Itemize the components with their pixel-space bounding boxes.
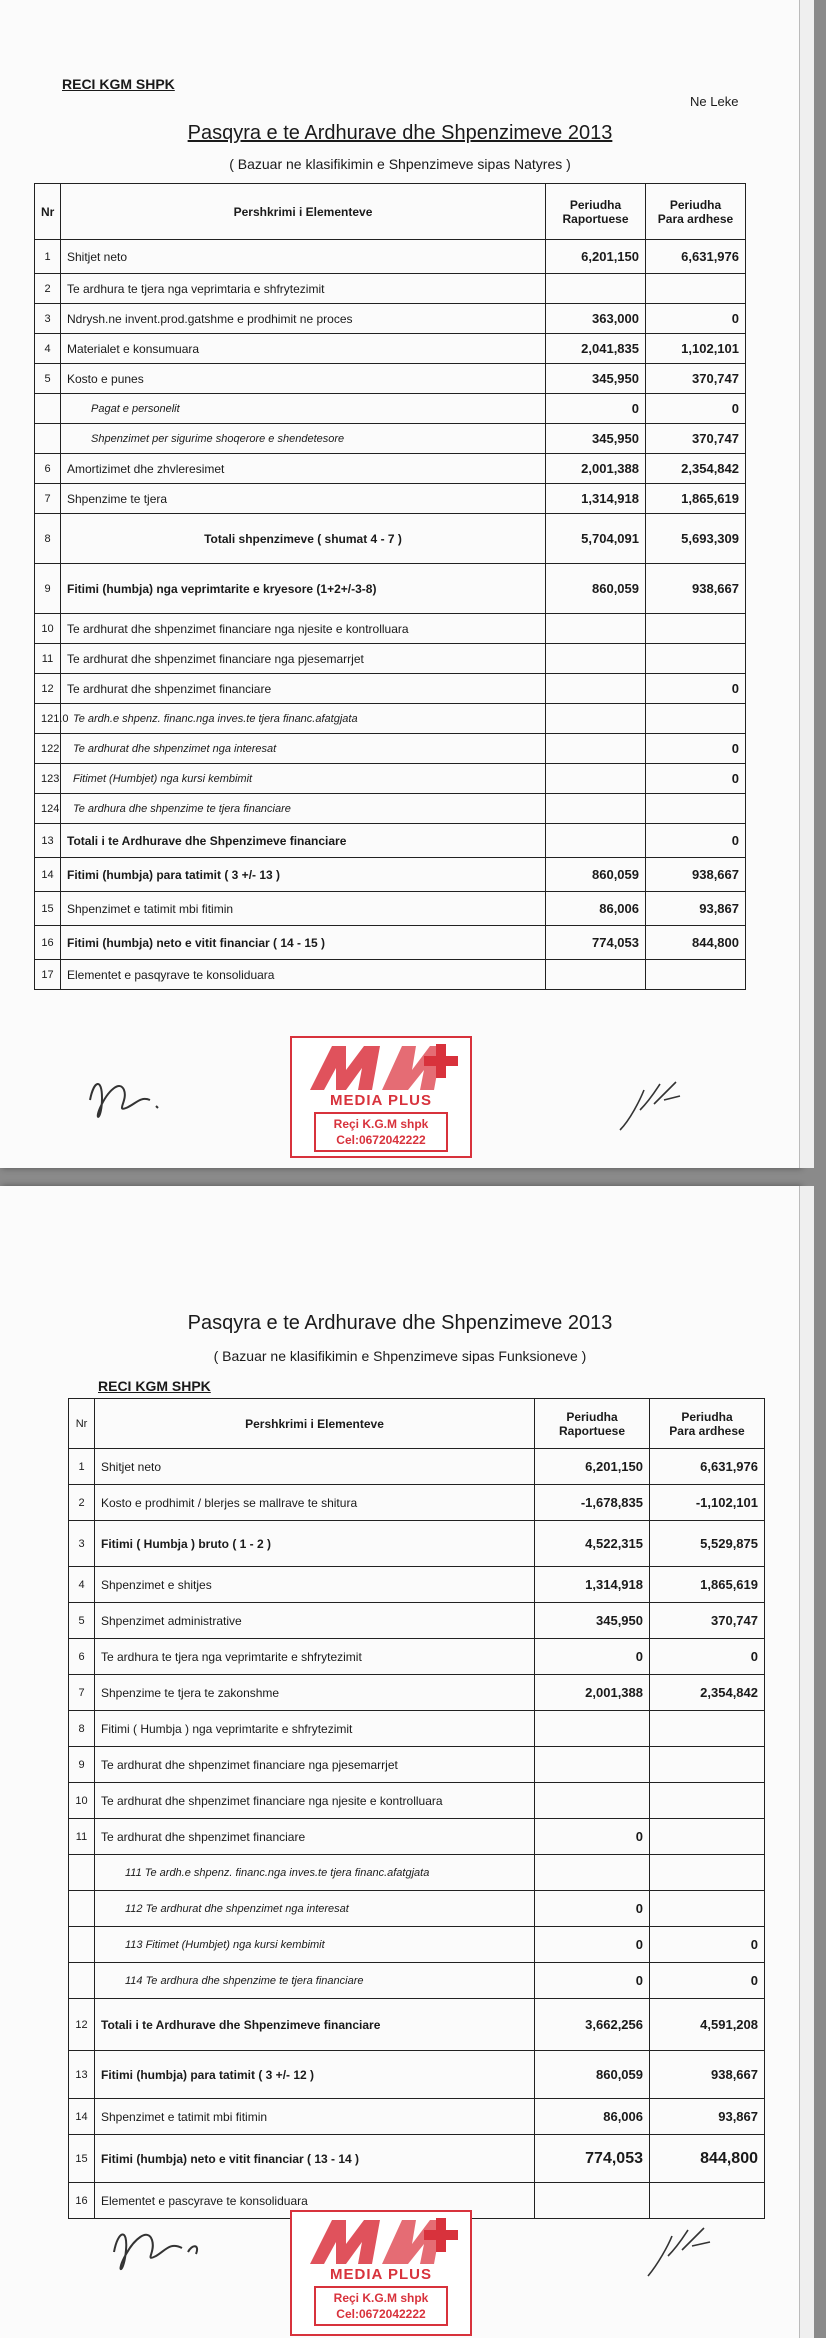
current-period-value: 86,006 xyxy=(535,2099,650,2135)
prior-period-value: 0 xyxy=(646,304,746,334)
current-period-value: 774,053 xyxy=(535,2135,650,2183)
table-row xyxy=(35,454,746,484)
row-number: 124 xyxy=(35,794,61,824)
table-row xyxy=(35,514,746,564)
page-edge xyxy=(799,1186,814,2338)
current-period-value: 0 xyxy=(535,1819,650,1855)
prior-period-value: 370,747 xyxy=(646,364,746,394)
row-number: 121.0 xyxy=(35,704,61,734)
prior-period-value xyxy=(650,1819,765,1855)
row-description: Shpenzimet e tatimit mbi fitimin xyxy=(61,892,546,926)
row-number: 10 xyxy=(35,614,61,644)
current-period-value xyxy=(546,274,646,304)
prior-period-value: 0 xyxy=(650,1927,765,1963)
stamp-seal xyxy=(314,2286,448,2326)
current-period-value xyxy=(546,674,646,704)
row-number: 2 xyxy=(69,1485,95,1521)
statement-page-nature xyxy=(0,0,800,1168)
row-number: 5 xyxy=(35,364,61,394)
row-description: Te ardhura te tjera nga veprimtaria e shfrytezimit xyxy=(61,274,546,304)
statement-page-function xyxy=(0,1186,800,2338)
table-row xyxy=(69,1567,765,1603)
row-number: 12 xyxy=(35,674,61,704)
table-row xyxy=(35,644,746,674)
current-period-value: 2,001,388 xyxy=(535,1675,650,1711)
row-description: Te ardh.e shpenz. financ.nga inves.te tjera financ.afatgjata xyxy=(61,704,546,734)
table-row xyxy=(35,794,746,824)
prior-period-value xyxy=(646,614,746,644)
statement-title: Pasqyra e te Ardhurave dhe Shpenzimeve 2013 xyxy=(187,1312,613,1334)
table-row xyxy=(69,1783,765,1819)
current-period-value: 0 xyxy=(535,1927,650,1963)
prior-period-value: 6,631,976 xyxy=(650,1449,765,1485)
current-period-value: 345,950 xyxy=(535,1603,650,1639)
current-period-value: 86,006 xyxy=(546,892,646,926)
row-number: 3 xyxy=(69,1521,95,1567)
row-description: Fitimi (humbja) para tatimit ( 3 +/- 13 ) xyxy=(61,858,546,892)
media-plus-logo-icon xyxy=(302,1042,460,1092)
prior-period-value: 1,865,619 xyxy=(650,1567,765,1603)
row-number xyxy=(35,394,61,424)
current-period-value: 2,001,388 xyxy=(546,454,646,484)
current-period-value: 0 xyxy=(546,394,646,424)
row-description: Fitimi (humbja) neto e vitit financiar ( 13 - 14 ) xyxy=(95,2135,535,2183)
prior-period-value: 0 xyxy=(646,764,746,794)
row-number: 7 xyxy=(35,484,61,514)
row-number: 13 xyxy=(69,2051,95,2099)
row-number: 7 xyxy=(69,1675,95,1711)
row-number xyxy=(69,1963,95,1999)
prior-period-value: 6,631,976 xyxy=(646,240,746,274)
prior-period-value xyxy=(650,1855,765,1891)
row-description: Te ardhurat dhe shpenzimet financiare xyxy=(95,1819,535,1855)
header-nr: Nr xyxy=(69,1399,95,1449)
row-description: Shpenzime te tjera xyxy=(61,484,546,514)
table-row xyxy=(69,2051,765,2099)
prior-period-value xyxy=(650,1711,765,1747)
prior-period-value: 1,102,101 xyxy=(646,334,746,364)
current-period-value xyxy=(535,1783,650,1819)
row-description: Fitimi (humbja) nga veprimtarite e kryesore (1+2+/-3-8) xyxy=(61,564,546,614)
header-current-period: Periudha Raportuese xyxy=(546,184,646,240)
table-row xyxy=(69,2135,765,2183)
prior-period-value: 2,354,842 xyxy=(646,454,746,484)
row-number: 15 xyxy=(35,892,61,926)
statement-subtitle: ( Bazuar ne klasifikimin e Shpenzimeve sipas Natyres ) xyxy=(229,156,571,172)
prior-period-value: 0 xyxy=(646,674,746,704)
current-period-value xyxy=(546,764,646,794)
table-row xyxy=(35,424,746,454)
current-period-value xyxy=(535,2183,650,2219)
row-description: Totali i te Ardhurave dhe Shpenzimeve financiare xyxy=(61,824,546,858)
row-description: 112 Te ardhurat dhe shpenzimet nga interesat xyxy=(95,1891,535,1927)
row-number xyxy=(69,1927,95,1963)
row-description: Totali i te Ardhurave dhe Shpenzimeve financiare xyxy=(95,1999,535,2051)
prior-period-value: 5,693,309 xyxy=(646,514,746,564)
header-current-period: Periudha Raportuese xyxy=(535,1399,650,1449)
row-number: 13 xyxy=(35,824,61,858)
prior-period-value: 370,747 xyxy=(646,424,746,454)
row-number: 16 xyxy=(69,2183,95,2219)
row-number: 11 xyxy=(69,1819,95,1855)
prior-period-value xyxy=(650,1747,765,1783)
table-row xyxy=(69,1855,765,1891)
stamp-company: Reçi K.G.M shpk xyxy=(333,1117,429,1131)
current-period-value: 0 xyxy=(535,1639,650,1675)
row-description: Fitimi (humbja) para tatimit ( 3 +/- 12 ) xyxy=(95,2051,535,2099)
table-row xyxy=(35,764,746,794)
row-number: 14 xyxy=(69,2099,95,2135)
row-number: 4 xyxy=(69,1567,95,1603)
table-row xyxy=(69,1747,765,1783)
row-number: 15 xyxy=(69,2135,95,2183)
row-number: 2 xyxy=(35,274,61,304)
prior-period-value xyxy=(646,794,746,824)
row-number: 5 xyxy=(69,1603,95,1639)
table-row xyxy=(69,1521,765,1567)
table-row xyxy=(69,1891,765,1927)
row-description: Amortizimet dhe zhvleresimet xyxy=(61,454,546,484)
row-description: Te ardhurat dhe shpenzimet financiare nga njesite e kontrolluara xyxy=(61,614,546,644)
row-description: Fitimi ( Humbja ) bruto ( 1 - 2 ) xyxy=(95,1521,535,1567)
table-row xyxy=(69,1819,765,1855)
row-description: 113 Fitimet (Humbjet) nga kursi kembimit xyxy=(95,1927,535,1963)
row-number: 122 xyxy=(35,734,61,764)
prior-period-value: 0 xyxy=(650,1639,765,1675)
row-number: 12 xyxy=(69,1999,95,2051)
row-number: 1 xyxy=(35,240,61,274)
prior-period-value: 93,867 xyxy=(646,892,746,926)
table-row xyxy=(35,304,746,334)
current-period-value xyxy=(535,1711,650,1747)
table-row xyxy=(69,1449,765,1485)
table-row xyxy=(69,1675,765,1711)
row-description: Te ardhura dhe shpenzime te tjera financiare xyxy=(61,794,546,824)
prior-period-value xyxy=(646,704,746,734)
table-row xyxy=(69,1963,765,1999)
row-number: 3 xyxy=(35,304,61,334)
row-description: Pagat e personelit xyxy=(61,394,546,424)
prior-period-value: 938,667 xyxy=(646,858,746,892)
table-row xyxy=(35,704,746,734)
row-description: Fitimi (humbja) neto e vitit financiar ( 14 - 15 ) xyxy=(61,926,546,960)
row-description: Materialet e konsumuara xyxy=(61,334,546,364)
table-header xyxy=(35,184,746,240)
current-period-value: 1,314,918 xyxy=(535,1567,650,1603)
prior-period-value: 0 xyxy=(650,1963,765,1999)
stamp-brand: MEDIA PLUS xyxy=(330,1092,432,1109)
table-header xyxy=(69,1399,765,1449)
statement-title: Pasqyra e te Ardhurave dhe Shpenzimeve 2013 xyxy=(187,122,613,144)
row-description: Shitjet neto xyxy=(95,1449,535,1485)
row-description: Te ardhura te tjera nga veprimtarite e shfrytezimit xyxy=(95,1639,535,1675)
current-period-value: 345,950 xyxy=(546,424,646,454)
row-description: Elementet e pascyrave te konsoliduara xyxy=(95,2183,535,2219)
statement-subtitle: ( Bazuar ne klasifikimin e Shpenzimeve sipas Funksioneve ) xyxy=(213,1348,587,1364)
row-description: Shpenzimet e tatimit mbi fitimin xyxy=(95,2099,535,2135)
current-period-value xyxy=(546,614,646,644)
row-description: Fitimi ( Humbja ) nga veprimtarite e shfrytezimit xyxy=(95,1711,535,1747)
current-period-value: 3,662,256 xyxy=(535,1999,650,2051)
prior-period-value: -1,102,101 xyxy=(650,1485,765,1521)
prior-period-value: 1,865,619 xyxy=(646,484,746,514)
table-row xyxy=(35,960,746,990)
current-period-value: 345,950 xyxy=(546,364,646,394)
row-number: 123 xyxy=(35,764,61,794)
row-description: Shitjet neto xyxy=(61,240,546,274)
row-description: Ndrysh.ne invent.prod.gatshme e prodhimit ne proces xyxy=(61,304,546,334)
table-row xyxy=(69,1999,765,2051)
row-description: Shpenzimet per sigurime shoqerore e shendetesore xyxy=(61,424,546,454)
row-description: Fitimet (Humbjet) nga kursi kembimit xyxy=(61,764,546,794)
current-period-value xyxy=(535,1747,650,1783)
current-period-value xyxy=(535,1855,650,1891)
company-name: RECI KGM SHPK xyxy=(62,76,175,92)
row-number: 9 xyxy=(69,1747,95,1783)
signature-icon xyxy=(80,1060,200,1130)
current-period-value: 2,041,835 xyxy=(546,334,646,364)
stamp-phone: Cel:0672042222 xyxy=(336,2307,426,2321)
table-row xyxy=(35,892,746,926)
current-period-value: 774,053 xyxy=(546,926,646,960)
row-number xyxy=(69,1855,95,1891)
signature-icon xyxy=(610,1070,690,1140)
table-row xyxy=(35,334,746,364)
row-number: 8 xyxy=(35,514,61,564)
prior-period-value: 0 xyxy=(646,824,746,858)
prior-period-value xyxy=(646,644,746,674)
media-plus-logo-icon xyxy=(302,2216,460,2266)
row-description: 114 Te ardhura dhe shpenzime te tjera financiare xyxy=(95,1963,535,1999)
current-period-value xyxy=(546,824,646,858)
table-row xyxy=(69,1711,765,1747)
table-row xyxy=(35,564,746,614)
current-period-value xyxy=(546,704,646,734)
income-statement-table xyxy=(34,183,746,990)
table-row xyxy=(69,1603,765,1639)
prior-period-value: 93,867 xyxy=(650,2099,765,2135)
table-row xyxy=(35,484,746,514)
row-description: Totali shpenzimeve ( shumat 4 - 7 ) xyxy=(61,514,546,564)
row-number: 1 xyxy=(69,1449,95,1485)
current-period-value xyxy=(546,794,646,824)
row-number xyxy=(35,424,61,454)
current-period-value: 860,059 xyxy=(546,858,646,892)
stamp-company: Reçi K.G.M shpk xyxy=(333,2291,429,2305)
row-description: Kosto e punes xyxy=(61,364,546,394)
table-row xyxy=(35,926,746,960)
row-description: Shpenzimet e shitjes xyxy=(95,1567,535,1603)
table-row xyxy=(35,734,746,764)
table-row xyxy=(35,674,746,704)
row-description: Te ardhurat dhe shpenzimet nga interesat xyxy=(61,734,546,764)
row-description: Te ardhurat dhe shpenzimet financiare nga pjesemarrjet xyxy=(61,644,546,674)
current-period-value: 860,059 xyxy=(546,564,646,614)
row-number: 11 xyxy=(35,644,61,674)
table-row xyxy=(35,274,746,304)
row-description: Te ardhurat dhe shpenzimet financiare nga njesite e kontrolluara xyxy=(95,1783,535,1819)
currency-note: Ne Leke xyxy=(690,94,739,109)
current-period-value: 5,704,091 xyxy=(546,514,646,564)
table-row xyxy=(35,364,746,394)
row-description: Shpenzime te tjera te zakonshme xyxy=(95,1675,535,1711)
table-row xyxy=(69,2099,765,2135)
signature-icon xyxy=(640,2214,720,2284)
row-description: Shpenzimet administrative xyxy=(95,1603,535,1639)
stamp-seal xyxy=(314,1112,448,1152)
row-description: Te ardhurat dhe shpenzimet financiare xyxy=(61,674,546,704)
row-description: Elementet e pasqyrave te konsoliduara xyxy=(61,960,546,990)
header-nr: Nr xyxy=(35,184,61,240)
row-number xyxy=(69,1891,95,1927)
prior-period-value: 0 xyxy=(646,394,746,424)
row-number: 16 xyxy=(35,926,61,960)
current-period-value xyxy=(546,644,646,674)
row-description: Te ardhurat dhe shpenzimet financiare nga pjesemarrjet xyxy=(95,1747,535,1783)
company-name: RECI KGM SHPK xyxy=(98,1378,211,1394)
prior-period-value: 2,354,842 xyxy=(650,1675,765,1711)
table-row xyxy=(35,858,746,892)
prior-period-value xyxy=(650,1891,765,1927)
header-prior-period: Periudha Para ardhese xyxy=(650,1399,765,1449)
current-period-value: 860,059 xyxy=(535,2051,650,2099)
current-period-value: -1,678,835 xyxy=(535,1485,650,1521)
row-number: 4 xyxy=(35,334,61,364)
prior-period-value: 844,800 xyxy=(646,926,746,960)
current-period-value: 6,201,150 xyxy=(546,240,646,274)
prior-period-value xyxy=(650,1783,765,1819)
row-number: 10 xyxy=(69,1783,95,1819)
prior-period-value: 844,800 xyxy=(650,2135,765,2183)
stamp-brand: MEDIA PLUS xyxy=(330,2266,432,2283)
prior-period-value: 938,667 xyxy=(650,2051,765,2099)
header-description: Pershkrimi i Elementeve xyxy=(95,1399,535,1449)
prior-period-value xyxy=(646,274,746,304)
income-statement-table xyxy=(68,1398,765,2219)
table-row xyxy=(69,1927,765,1963)
prior-period-value: 370,747 xyxy=(650,1603,765,1639)
row-number: 17 xyxy=(35,960,61,990)
company-stamp xyxy=(290,1036,472,1158)
header-prior-period: Periudha Para ardhese xyxy=(646,184,746,240)
current-period-value: 1,314,918 xyxy=(546,484,646,514)
company-stamp xyxy=(290,2210,472,2336)
table-row xyxy=(35,614,746,644)
row-description: 111 Te ardh.e shpenz. financ.nga inves.te tjera financ.afatgjata xyxy=(95,1855,535,1891)
header-description: Pershkrimi i Elementeve xyxy=(61,184,546,240)
row-number: 14 xyxy=(35,858,61,892)
prior-period-value xyxy=(646,960,746,990)
prior-period-value: 0 xyxy=(646,734,746,764)
stamp-phone: Cel:0672042222 xyxy=(336,1133,426,1147)
signature-icon xyxy=(104,2204,224,2284)
table-row xyxy=(35,394,746,424)
row-number: 8 xyxy=(69,1711,95,1747)
table-row xyxy=(69,1639,765,1675)
current-period-value: 363,000 xyxy=(546,304,646,334)
page-edge xyxy=(799,0,814,1168)
row-number: 9 xyxy=(35,564,61,614)
table-row xyxy=(35,240,746,274)
row-description: Kosto e prodhimit / blerjes se mallrave te shitura xyxy=(95,1485,535,1521)
current-period-value: 0 xyxy=(535,1891,650,1927)
current-period-value: 4,522,315 xyxy=(535,1521,650,1567)
current-period-value xyxy=(546,734,646,764)
row-number: 6 xyxy=(35,454,61,484)
prior-period-value: 4,591,208 xyxy=(650,1999,765,2051)
prior-period-value: 938,667 xyxy=(646,564,746,614)
current-period-value xyxy=(546,960,646,990)
current-period-value: 6,201,150 xyxy=(535,1449,650,1485)
table-row xyxy=(69,1485,765,1521)
prior-period-value: 5,529,875 xyxy=(650,1521,765,1567)
row-number: 6 xyxy=(69,1639,95,1675)
table-row xyxy=(35,824,746,858)
current-period-value: 0 xyxy=(535,1963,650,1999)
